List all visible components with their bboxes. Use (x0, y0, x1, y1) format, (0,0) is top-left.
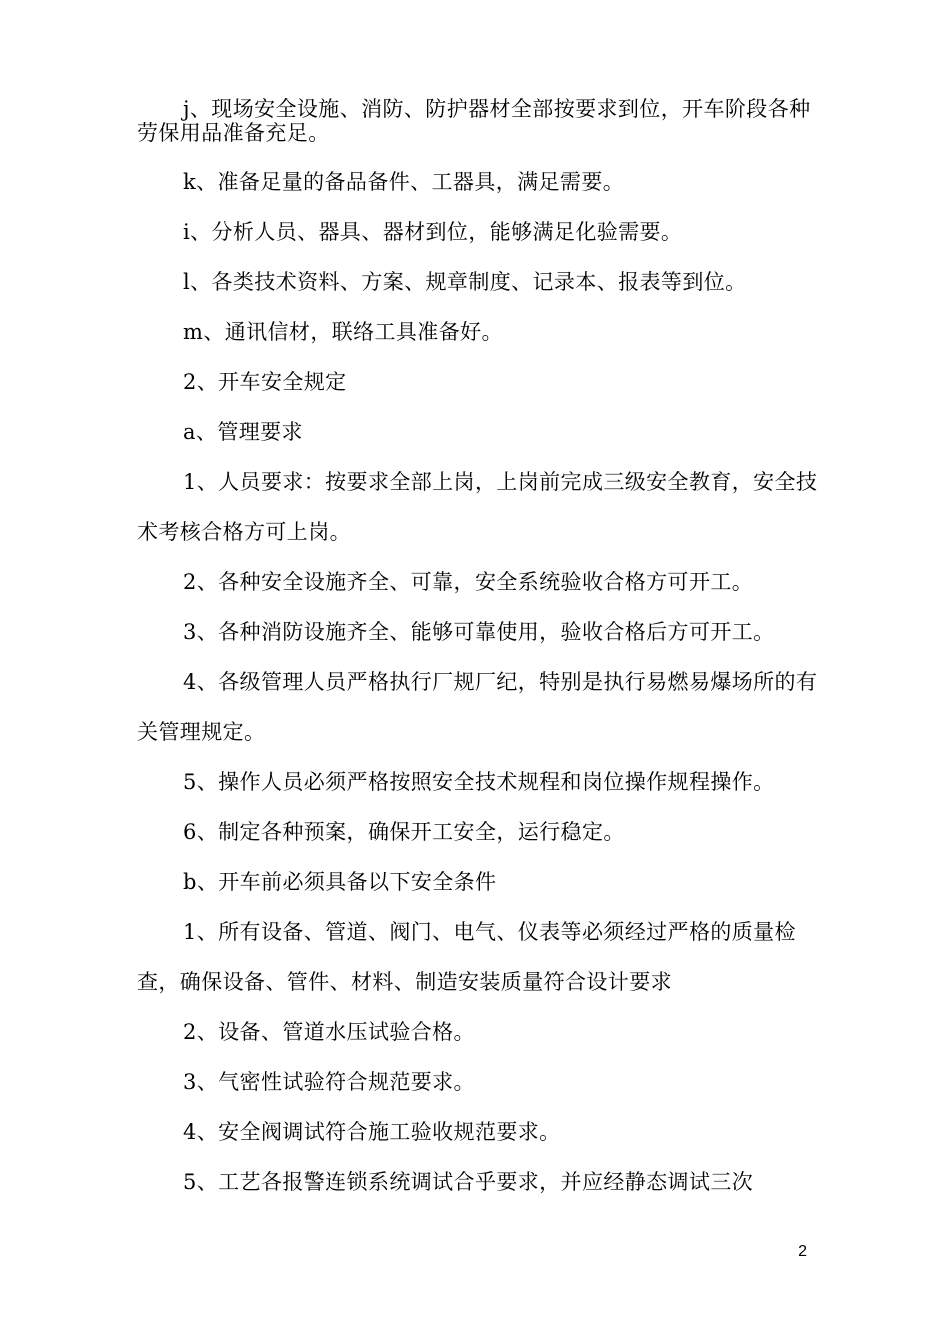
paragraph-j: j、现场安全设施、消防、防护器材全部按要求到位，开车阶段各种劳保用品准备充足。 (137, 97, 811, 145)
subheading-a: a、管理要求 (183, 420, 303, 444)
paragraph-b-1: 1、所有设备、管道、阀门、电气、仪表等必须经过严格的质量检查，确保设备、管件、材料、制造安装质量符合设计要求 (137, 920, 796, 994)
paragraph-k: k、准备足量的备品备件、工器具，满足需要。 (183, 170, 625, 194)
paragraph-b-3: 3、气密性试验符合规范要求。 (183, 1070, 475, 1094)
section-heading-2: 2、开车安全规定 (183, 370, 347, 394)
paragraph-a-4: 4、各级管理人员严格执行厂规厂纪，特别是执行易燃易爆场所的有关管理规定。 (137, 670, 818, 744)
paragraph-a-2: 2、各种安全设施齐全、可靠，安全系统验收合格方可开工。 (183, 570, 754, 594)
document-body (137, 97, 827, 1194)
paragraph-a-1: 1、人员要求：按要求全部上岗，上岗前完成三级安全教育，安全技术考核合格方可上岗。 (137, 470, 818, 544)
paragraph-a-3: 3、各种消防设施齐全、能够可靠使用，验收合格后方可开工。 (183, 620, 775, 644)
paragraph-b-5: 5、工艺各报警连锁系统调试合乎要求，并应经静态调试三次 (183, 1170, 754, 1194)
paragraph-l: l、各类技术资料、方案、规章制度、记录本、报表等到位。 (183, 270, 747, 294)
page-number: 2 (798, 1243, 807, 1260)
paragraph-a-5: 5、操作人员必须严格按照安全技术规程和岗位操作规程操作。 (183, 770, 775, 794)
paragraph-m: m、通讯信材，联络工具准备好。 (183, 320, 503, 344)
paragraph-b-4: 4、安全阀调试符合施工验收规范要求。 (183, 1120, 561, 1144)
subheading-b: b、开车前必须具备以下安全条件 (183, 870, 497, 894)
paragraph-b-2: 2、设备、管道水压试验合格。 (183, 1020, 475, 1044)
paragraph-a-6: 6、制定各种预案，确保开工安全，运行稳定。 (183, 820, 625, 844)
paragraph-i: i、分析人员、器具、器材到位，能够满足化验需要。 (183, 220, 683, 244)
